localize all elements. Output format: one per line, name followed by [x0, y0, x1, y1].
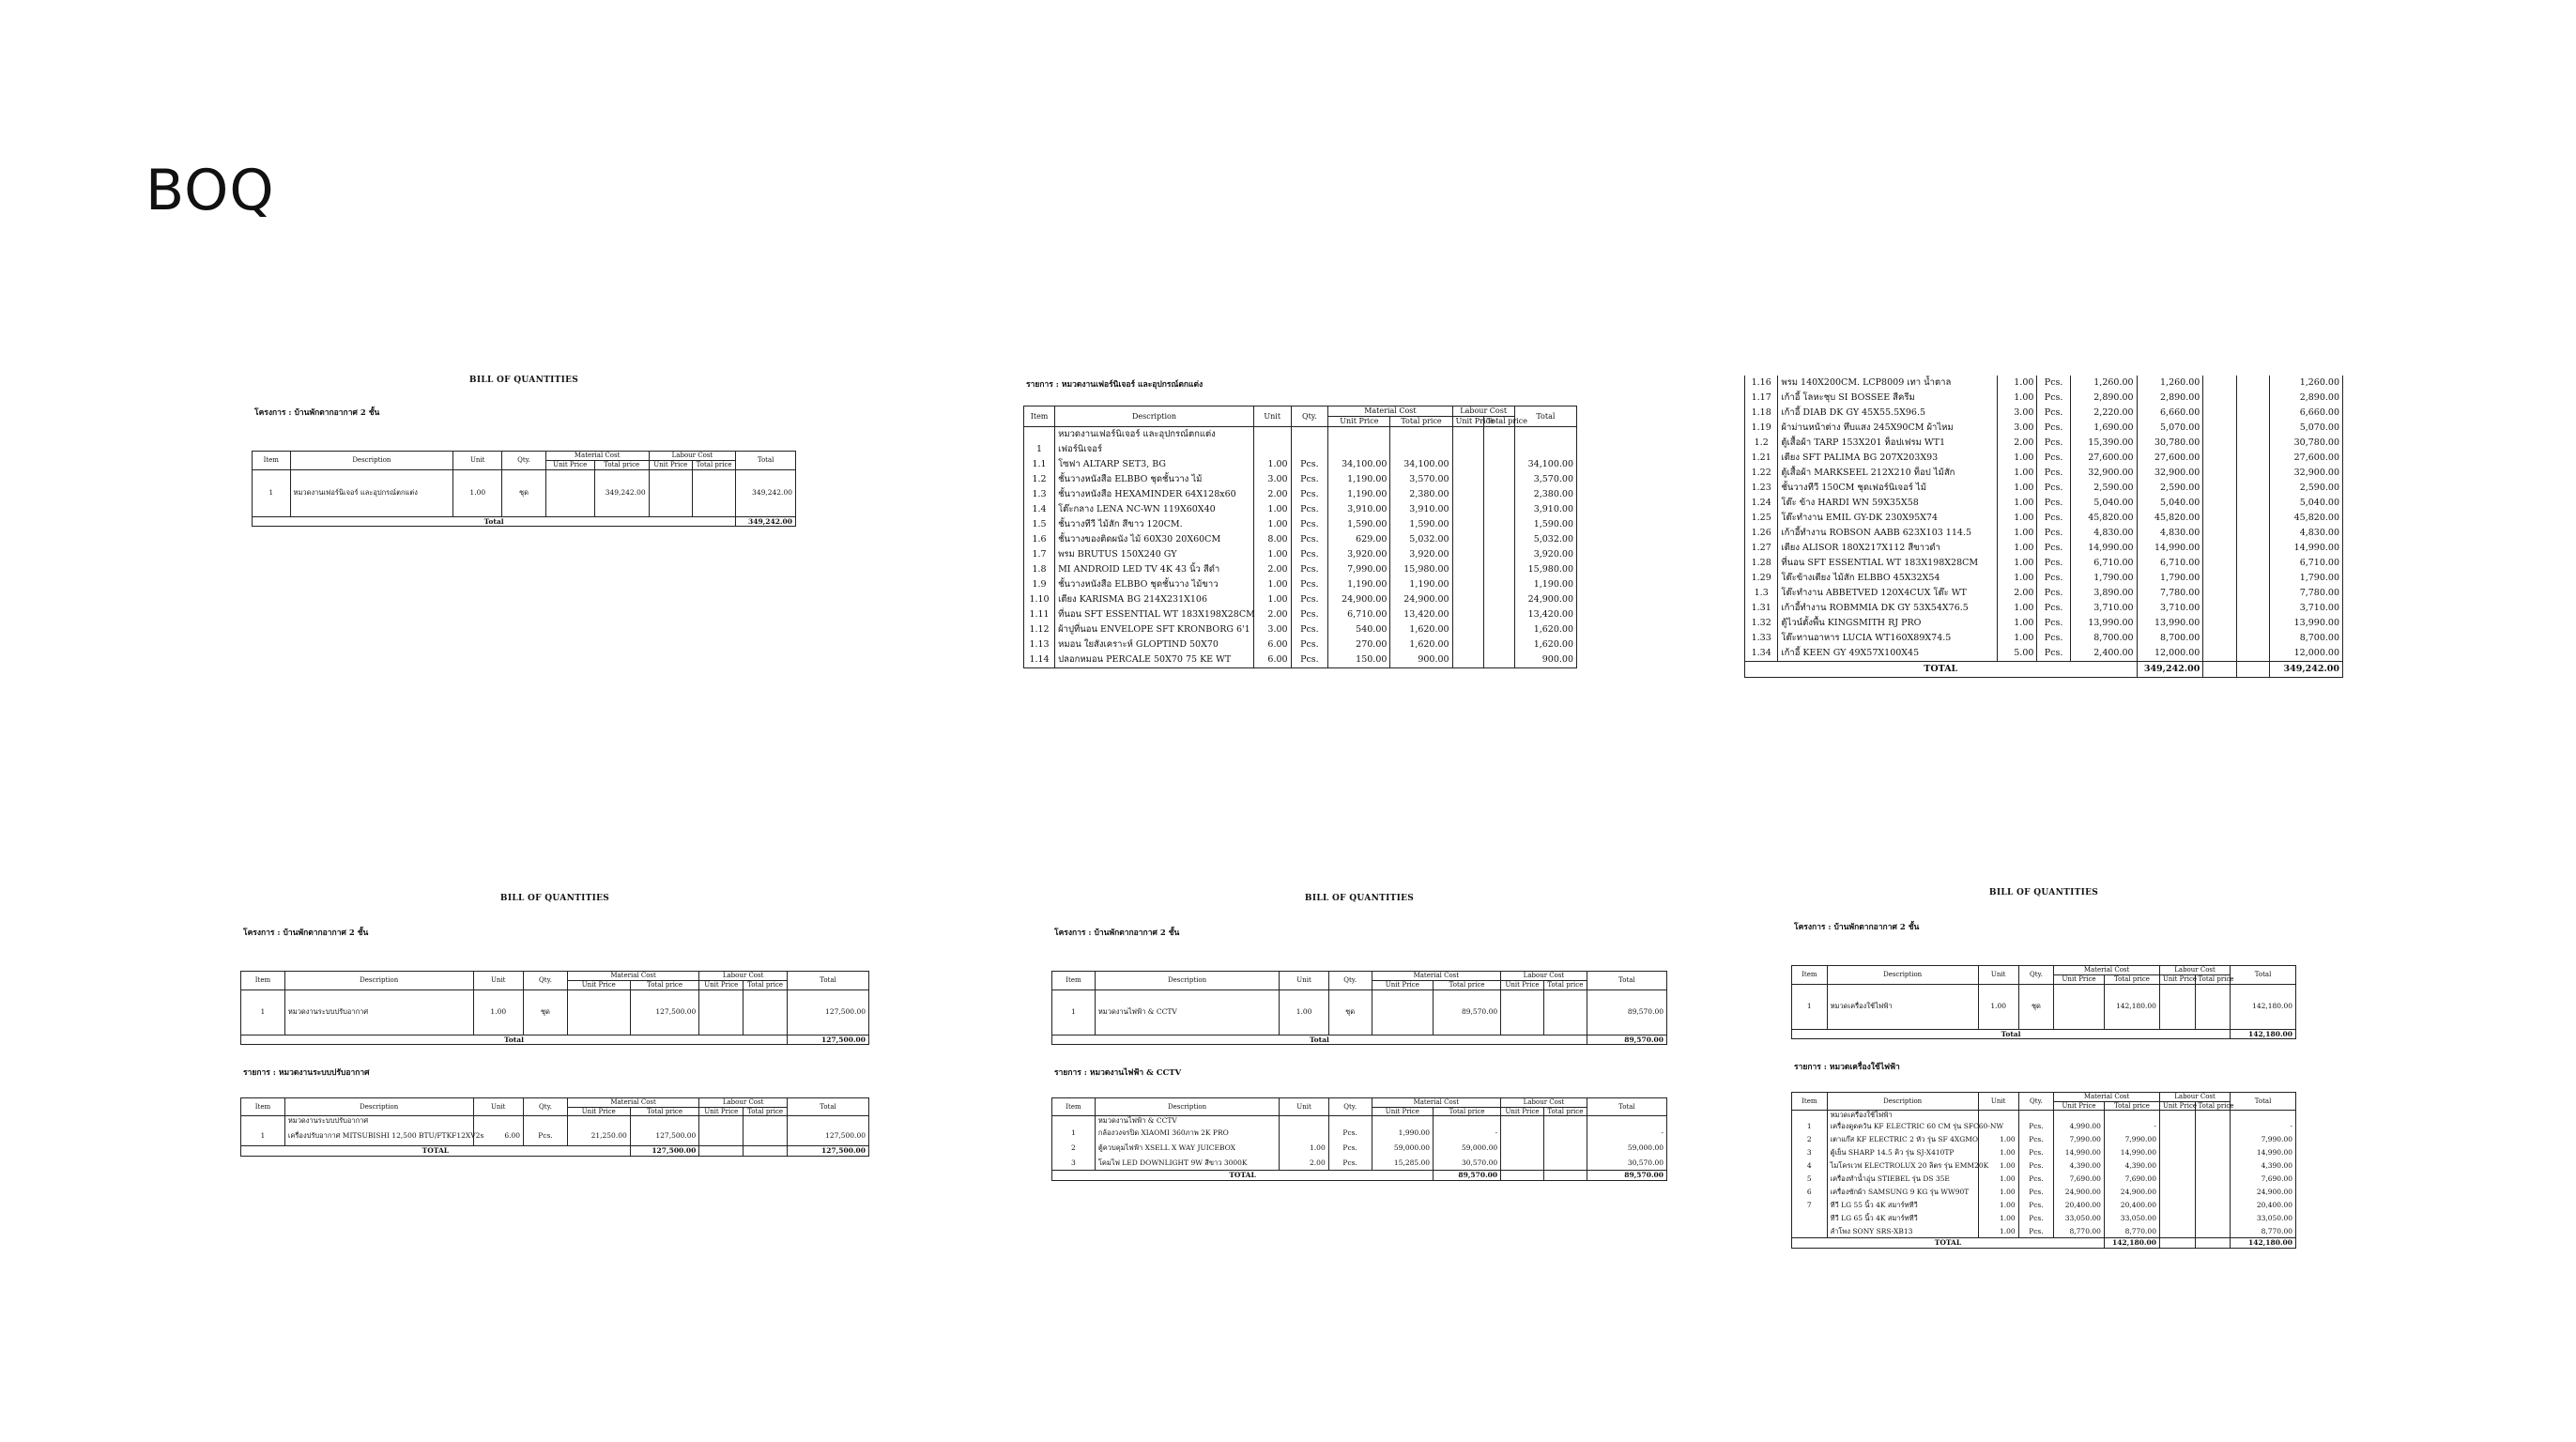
table-row: 1.34 เก้าอี้ KEEN GY 49X57X100X45 5.00 Pcs. 2,400.00 12,000.00 12,000.00 — [1745, 646, 2343, 662]
col-item: Item — [241, 1097, 285, 1116]
project-name: โครงการ : บ้านพักตากอากาศ 2 ชั้น — [254, 408, 380, 418]
table-row: ลำโพง SONY SRS-XB13 1.00 Pcs. 8,770.00 8,770.00 8,770.00 — [1792, 1225, 2296, 1238]
col-unit: Unit — [1978, 966, 2018, 985]
col-unit-price: Unit Price — [699, 1107, 744, 1116]
table-row: 1.21 เตียง SFT PALIMA BG 207X203X93 1.00 Pcs. 27,600.00 27,600.00 27,600.00 — [1745, 451, 2343, 466]
col-material-cost: Material Cost — [567, 1097, 698, 1107]
section-name: รายการ : หมวดงานเฟอร์นิเจอร์ และอุปกรณ์ตกแต่ง — [1026, 380, 1204, 390]
col-total: Total — [787, 972, 868, 990]
table-row: 1.12 ผ้าปูที่นอน ENVELOPE SFT KRONBORG 6'1 3.00 Pcs. 540.00 1,620.00 1,620.00 — [1024, 622, 1577, 637]
total-row: Total 89,570.00 — [1052, 1035, 1667, 1044]
col-qty: Qty. — [1328, 1097, 1372, 1116]
table-row: 1.10 เตียง KARISMA BG 214X231X106 1.00 Pcs. 24,900.00 24,900.00 24,900.00 — [1024, 592, 1577, 607]
col-unit-price: Unit Price — [1452, 417, 1483, 427]
detail-table — [1023, 406, 1577, 668]
table-row: 1.16 พรม 140X200CM. LCP8009 เทา น้ำตาล 1.00 Pcs. 1,260.00 1,260.00 1,260.00 — [1745, 376, 2343, 391]
table-row: 1.26 เก้าอี้ทำงาน ROBSON AABB 623X103 114.5 1.00 Pcs. 4,830.00 4,830.00 4,830.00 — [1745, 526, 2343, 541]
col-unit: Unit — [1253, 407, 1291, 427]
col-total-price: Total price — [2104, 974, 2159, 984]
col-labour-cost: Labour Cost — [1501, 1097, 1587, 1107]
total-row: Total 127,500.00 — [241, 1035, 869, 1044]
col-total-price: Total price — [2195, 1101, 2231, 1111]
project-name: โครงการ : บ้านพักตากอากาศ 2 ชั้น — [243, 928, 369, 938]
table-row: 6 เครื่องซักผ้า SAMSUNG 9 KG รุ่น WW90T 1.00 Pcs. 24,900.00 24,900.00 24,900.00 — [1792, 1186, 2296, 1199]
summary-table — [1791, 965, 2296, 1039]
col-qty: Qty. — [1328, 972, 1372, 990]
page-title: BOQ — [146, 158, 275, 223]
col-material-cost: Material Cost — [1372, 972, 1501, 981]
col-item: Item — [1792, 966, 1828, 985]
summary-table — [1051, 971, 1667, 1045]
col-unit-price: Unit Price — [2159, 1101, 2195, 1111]
boq-sheet-electrical-cctv — [1051, 894, 1667, 1181]
col-total: Total — [1514, 407, 1576, 427]
col-unit: Unit — [1280, 972, 1328, 990]
table-row: 1.13 หมอน ใยสังเคราะห์ GLOPTIND 50X70 6.00 Pcs. 270.00 1,620.00 1,620.00 — [1024, 637, 1577, 652]
table-row: 1.25 โต๊ะทำงาน EMIL GY-DK 230X95X74 1.00 Pcs. 45,820.00 45,820.00 45,820.00 — [1745, 511, 2343, 526]
table-row: 1.18 เก้าอี้ DIAB DK GY 45X55.5X96.5 3.00 Pcs. 2,220.00 6,660.00 6,660.00 — [1745, 406, 2343, 421]
section-name: รายการ : หมวดเครื่องใช้ไฟฟ้า — [1794, 1062, 1900, 1072]
table-row: 1.14 ปลอกหมอน PERCALE 50X70 75 KE WT 6.00 Pcs. 150.00 900.00 900.00 — [1024, 652, 1577, 668]
table-row — [241, 1116, 869, 1126]
table-row: 1.2 ตู้เสื้อผ้า TARP 153X201 ท็อปเฟรม WT1 2.00 Pcs. 15,390.00 30,780.00 30,780.00 — [1745, 436, 2343, 451]
col-total-price: Total price — [744, 980, 788, 989]
table-row: 1 เฟอร์นิเจอร์ — [1024, 442, 1577, 457]
table-row: 1.3 ชั้นวางหนังสือ HEXAMINDER 64X128x60 2.00 Pcs. 1,190.00 2,380.00 2,380.00 — [1024, 487, 1577, 502]
col-material-cost: Material Cost — [567, 972, 698, 981]
detail-heading: หมวดงานระบบปรับอากาศ — [284, 1116, 473, 1126]
table-row: 5 เครื่องทำน้ำอุ่น STIEBEL รุ่น DS 35E 1.00 Pcs. 7,690.00 7,690.00 7,690.00 — [1792, 1173, 2296, 1186]
col-total-price: Total price — [1390, 417, 1452, 427]
table-row: 3 โคมไฟ LED DOWNLIGHT 9W สีขาว 3000K 2.00 Pcs. 15,285.00 30,570.00 30,570.00 — [1052, 1156, 1667, 1171]
table-row: 1.2 ชั้นวางหนังสือ ELBBO ชุดชั้นวาง ไม้ 3.00 Pcs. 1,190.00 3,570.00 3,570.00 — [1024, 472, 1577, 487]
table-row: 2 ตู้ควบคุมไฟฟ้า XSELL X WAY JUICEBOX 1.00 Pcs. 59,000.00 59,000.00 59,000.00 — [1052, 1141, 1667, 1156]
col-description: Description — [284, 972, 473, 990]
col-labour-cost: Labour Cost — [1501, 972, 1587, 981]
col-unit-price: Unit Price — [567, 980, 630, 989]
col-description: Description — [290, 452, 453, 470]
col-material-cost: Material Cost — [545, 452, 649, 461]
col-item: Item — [253, 452, 291, 470]
table-row: 1 กล้องวงจรปิด XIAOMI 360ภาพ 2K PRO Pcs. 1,990.00 - - — [1052, 1126, 1667, 1141]
col-total: Total — [1587, 972, 1666, 990]
col-description: Description — [1827, 966, 1978, 985]
table-row: 7 ทีวี LG 55 นิ้ว 4K สมาร์ททีวี 1.00 Pcs. 20,400.00 20,400.00 20,400.00 — [1792, 1199, 2296, 1212]
col-qty: Qty. — [502, 452, 545, 470]
col-total-price: Total price — [630, 1107, 699, 1116]
col-total: Total — [1587, 1097, 1666, 1116]
col-qty: Qty. — [524, 1097, 568, 1116]
detail-heading: หมวดเครื่องใช้ไฟฟ้า — [1827, 1111, 1978, 1120]
col-description: Description — [1055, 407, 1254, 427]
table-row: 4 ไมโครเวฟ ELECTROLUX 20 ลิตร รุ่น EMM20K 1.00 Pcs. 4,390.00 4,390.00 4,390.00 — [1792, 1159, 2296, 1173]
col-total-price: Total price — [1543, 980, 1587, 989]
table-row: 1.4 โต๊ะกลาง LENA NC-WN 119X60X40 1.00 Pcs. 3,910.00 3,910.00 3,910.00 — [1024, 502, 1577, 517]
col-unit: Unit — [1978, 1092, 2018, 1111]
col-labour-cost: Labour Cost — [649, 452, 736, 461]
col-description: Description — [1095, 1097, 1280, 1116]
col-total-price: Total price — [1483, 417, 1514, 427]
boq-sheet-furniture-continued — [1744, 376, 2343, 678]
col-description: Description — [284, 1097, 473, 1116]
table-row: 1 หมวดงานเฟอร์นิเจอร์ และอุปกรณ์ตกแต่ง 1.00 ชุด 349,242.00 349,242.00 — [253, 469, 796, 516]
col-unit: Unit — [453, 452, 502, 470]
col-unit-price: Unit Price — [649, 460, 692, 469]
table-row: 2 เตาแก๊ส KF ELECTRIC 2 หัว รุ่น SF 4XGMO 1.00 Pcs. 7,990.00 7,990.00 7,990.00 — [1792, 1133, 2296, 1146]
table-row: 1.31 เก้าอี้ทำงาน ROBMMIA DK GY 53X54X76.5 1.00 Pcs. 3,710.00 3,710.00 3,710.00 — [1745, 601, 2343, 616]
col-unit-price: Unit Price — [1501, 1107, 1544, 1116]
col-total: Total — [736, 452, 796, 470]
table-row: 1 เครื่องดูดควัน KF ELECTRIC 60 CM รุ่น SFC60-NW Pcs. 4,990.00 - - — [1792, 1120, 2296, 1133]
col-unit-price: Unit Price — [567, 1107, 630, 1116]
table-row: 1.28 ที่นอน SFT ESSENTIAL WT 183X198X28CM 1.00 Pcs. 6,710.00 6,710.00 6,710.00 — [1745, 556, 2343, 571]
col-unit: Unit — [1280, 1097, 1328, 1116]
total-row: Total 142,180.00 — [1792, 1029, 2296, 1038]
col-labour-cost: Labour Cost — [2159, 1092, 2230, 1101]
table-row: 1.7 พรม BRUTUS 150X240 GY 1.00 Pcs. 3,920.00 3,920.00 3,920.00 — [1024, 547, 1577, 562]
col-description: Description — [1827, 1092, 1978, 1111]
table-row: 1.24 โต๊ะ ข้าง HARDI WN 59X35X58 1.00 Pcs. 5,040.00 5,040.00 5,040.00 — [1745, 496, 2343, 511]
table-row: 1.27 เตียง ALISOR 180X217X112 สีขาวดำ 1.00 Pcs. 14,990.00 14,990.00 14,990.00 — [1745, 541, 2343, 556]
table-row: 1.22 ตู้เสื้อผ้า MARKSEEL 212X210 ท็อป ไม้สัก 1.00 Pcs. 32,900.00 32,900.00 32,900.00 — [1745, 466, 2343, 481]
table-row: 1 เครื่องปรับอากาศ MITSUBISHI 12,500 BTU/FTKF12XV2s 6.00 Pcs. 21,250.00 127,500.00 127,500.00 — [241, 1126, 869, 1146]
detail-table — [1744, 376, 2343, 678]
table-row: 1.6 ชั้นวางของติดผนัง ไม้ 60X30 20X60CM 8.00 Pcs. 629.00 5,032.00 5,032.00 — [1024, 532, 1577, 547]
col-unit-price: Unit Price — [699, 980, 744, 989]
detail-table — [240, 1097, 869, 1157]
table-row: 1.23 ชั้นวางทีวี 150CM ชุดเฟอร์นิเจอร์ ไม้ 1.00 Pcs. 2,590.00 2,590.00 2,590.00 — [1745, 481, 2343, 496]
col-total-price: Total price — [2195, 974, 2231, 984]
detail-table — [1791, 1092, 2296, 1249]
sheet-title: BILL OF QUANTITIES — [1988, 888, 2099, 897]
project-name: โครงการ : บ้านพักตากอากาศ 2 ชั้น — [1794, 923, 1920, 932]
summary-table — [252, 451, 796, 527]
table-row: 1.19 ผ้าม่านหน้าต่าง ทึบแสง 245X90CM ผ้าไหม 3.00 Pcs. 1,690.00 5,070.00 5,070.00 — [1745, 421, 2343, 436]
detail-table — [1051, 1097, 1667, 1181]
col-unit-price: Unit Price — [545, 460, 594, 469]
col-labour-cost: Labour Cost — [2159, 966, 2230, 975]
col-qty: Qty. — [1291, 407, 1328, 427]
col-unit-price: Unit Price — [1328, 417, 1390, 427]
col-item: Item — [241, 972, 285, 990]
col-material-cost: Material Cost — [1372, 1097, 1501, 1107]
col-material-cost: Material Cost — [1328, 407, 1452, 417]
total-row: Total 349,242.00 — [253, 516, 796, 526]
summary-table — [240, 971, 869, 1045]
table-row — [1052, 1116, 1667, 1126]
table-row: ทีวี LG 65 นิ้ว 4K สมาร์ททีวี 1.00 Pcs. 33,050.00 33,050.00 33,050.00 — [1792, 1212, 2296, 1225]
table-row: 1.9 ชั้นวางหนังสือ ELBBO ชุดชั้นวาง ไม้ขาว 1.00 Pcs. 1,190.00 1,190.00 1,190.00 — [1024, 577, 1577, 592]
col-description: Description — [1095, 972, 1280, 990]
table-row: 1.32 ตู้ไวน์ตั้งพื้น KINGSMITH RJ PRO 1.00 Pcs. 13,990.00 13,990.00 13,990.00 — [1745, 616, 2343, 631]
total-row: TOTAL 349,242.00 349,242.00 — [1745, 662, 2343, 678]
sheet-title: BILL OF QUANTITIES — [1304, 894, 1415, 903]
col-labour-cost: Labour Cost — [1452, 407, 1514, 417]
sheet-title: BILL OF QUANTITIES — [499, 894, 610, 903]
col-unit: Unit — [473, 1097, 524, 1116]
total-row: TOTAL 89,570.00 89,570.00 — [1052, 1171, 1667, 1180]
detail-heading: หมวดงานไฟฟ้า & CCTV — [1095, 1116, 1280, 1126]
table-row: 1.1 โซฟา ALTARP SET3, BG 1.00 Pcs. 34,100.00 34,100.00 34,100.00 — [1024, 457, 1577, 472]
col-total-price: Total price — [692, 460, 735, 469]
project-name: โครงการ : บ้านพักตากอากาศ 2 ชั้น — [1054, 928, 1180, 938]
boq-sheet-appliances — [1791, 888, 2296, 1249]
col-total-price: Total price — [2104, 1101, 2159, 1111]
total-row: TOTAL 127,500.00 127,500.00 — [241, 1146, 869, 1156]
table-row — [1792, 1111, 2296, 1120]
col-qty: Qty. — [2018, 966, 2054, 985]
col-total-price: Total price — [744, 1107, 788, 1116]
sheet-title: BILL OF QUANTITIES — [468, 376, 579, 385]
col-item: Item — [1792, 1092, 1828, 1111]
table-row: 1.29 โต๊ะข้างเตียง ไม้สัก ELBBO 45X32X54 1.00 Pcs. 1,790.00 1,790.00 1,790.00 — [1745, 571, 2343, 586]
col-unit-price: Unit Price — [1501, 980, 1544, 989]
col-qty: Qty. — [524, 972, 568, 990]
col-item: Item — [1052, 1097, 1096, 1116]
col-unit-price: Unit Price — [1372, 980, 1434, 989]
col-total-price: Total price — [1434, 1107, 1501, 1116]
table-row: 1.17 เก้าอี้ โลหะชุบ SI BOSSEE สีครีม 1.00 Pcs. 2,890.00 2,890.00 2,890.00 — [1745, 391, 2343, 406]
col-unit-price: Unit Price — [2054, 974, 2105, 984]
section-name: รายการ : หมวดงานระบบปรับอากาศ — [243, 1067, 370, 1078]
table-row: 1.3 โต๊ะทำงาน ABBETVED 120X4CUX โต๊ะ WT 2.00 Pcs. 3,890.00 7,780.00 7,780.00 — [1745, 586, 2343, 601]
col-item: Item — [1024, 407, 1055, 427]
table-row: 1.5 ชั้นวางทีวี ไม้สัก สีขาว 120CM. 1.00 Pcs. 1,590.00 1,590.00 1,590.00 — [1024, 517, 1577, 532]
col-labour-cost: Labour Cost — [699, 972, 788, 981]
col-total: Total — [2231, 966, 2296, 985]
boq-sheet-air-conditioning — [240, 894, 869, 1157]
col-total-price: Total price — [1543, 1107, 1587, 1116]
table-row: 1.8 MI ANDROID LED TV 4K 43 นิ้ว สีดำ 2.00 Pcs. 7,990.00 15,980.00 15,980.00 — [1024, 562, 1577, 577]
section-name: รายการ : หมวดงานไฟฟ้า & CCTV — [1054, 1067, 1182, 1078]
col-labour-cost: Labour Cost — [699, 1097, 788, 1107]
table-row: หมวดงานเฟอร์นิเจอร์ และอุปกรณ์ตกแต่ง — [1024, 427, 1577, 443]
col-total-price: Total price — [594, 460, 649, 469]
col-total-price: Total price — [1434, 980, 1501, 989]
boq-sheet-summary-furniture — [252, 376, 796, 527]
table-row: 1 หมวดเครื่องใช้ไฟฟ้า 1.00 ชุด 142,180.00 142,180.00 — [1792, 984, 2296, 1029]
boq-sheet-furniture-detail — [1023, 377, 1577, 668]
table-row: 1.11 ที่นอน SFT ESSENTIAL WT 183X198X28CM 2.00 Pcs. 6,710.00 13,420.00 13,420.00 — [1024, 607, 1577, 622]
col-qty: Qty. — [2018, 1092, 2054, 1111]
table-row: 1 หมวดงานไฟฟ้า & CCTV 1.00 ชุด 89,570.00 89,570.00 — [1052, 989, 1667, 1035]
col-unit-price: Unit Price — [2054, 1101, 2105, 1111]
col-unit-price: Unit Price — [2159, 974, 2195, 984]
col-total: Total — [2231, 1092, 2296, 1111]
col-item: Item — [1052, 972, 1096, 990]
total-row: TOTAL 142,180.00 142,180.00 — [1792, 1238, 2296, 1248]
table-row: 1 หมวดงานระบบปรับอากาศ 1.00 ชุด 127,500.00 127,500.00 — [241, 989, 869, 1035]
col-total: Total — [787, 1097, 868, 1116]
table-row: 1.33 โต๊ะทานอาหาร LUCIA WT160X89X74.5 1.00 Pcs. 8,700.00 8,700.00 8,700.00 — [1745, 631, 2343, 646]
col-unit: Unit — [473, 972, 524, 990]
col-material-cost: Material Cost — [2054, 966, 2160, 975]
col-unit-price: Unit Price — [1372, 1107, 1434, 1116]
table-row: 3 ตู้เย็น SHARP 14.5 คิว รุ่น SJ-X410TP 1.00 Pcs. 14,990.00 14,990.00 14,990.00 — [1792, 1146, 2296, 1159]
col-material-cost: Material Cost — [2054, 1092, 2160, 1101]
col-total-price: Total price — [630, 980, 699, 989]
